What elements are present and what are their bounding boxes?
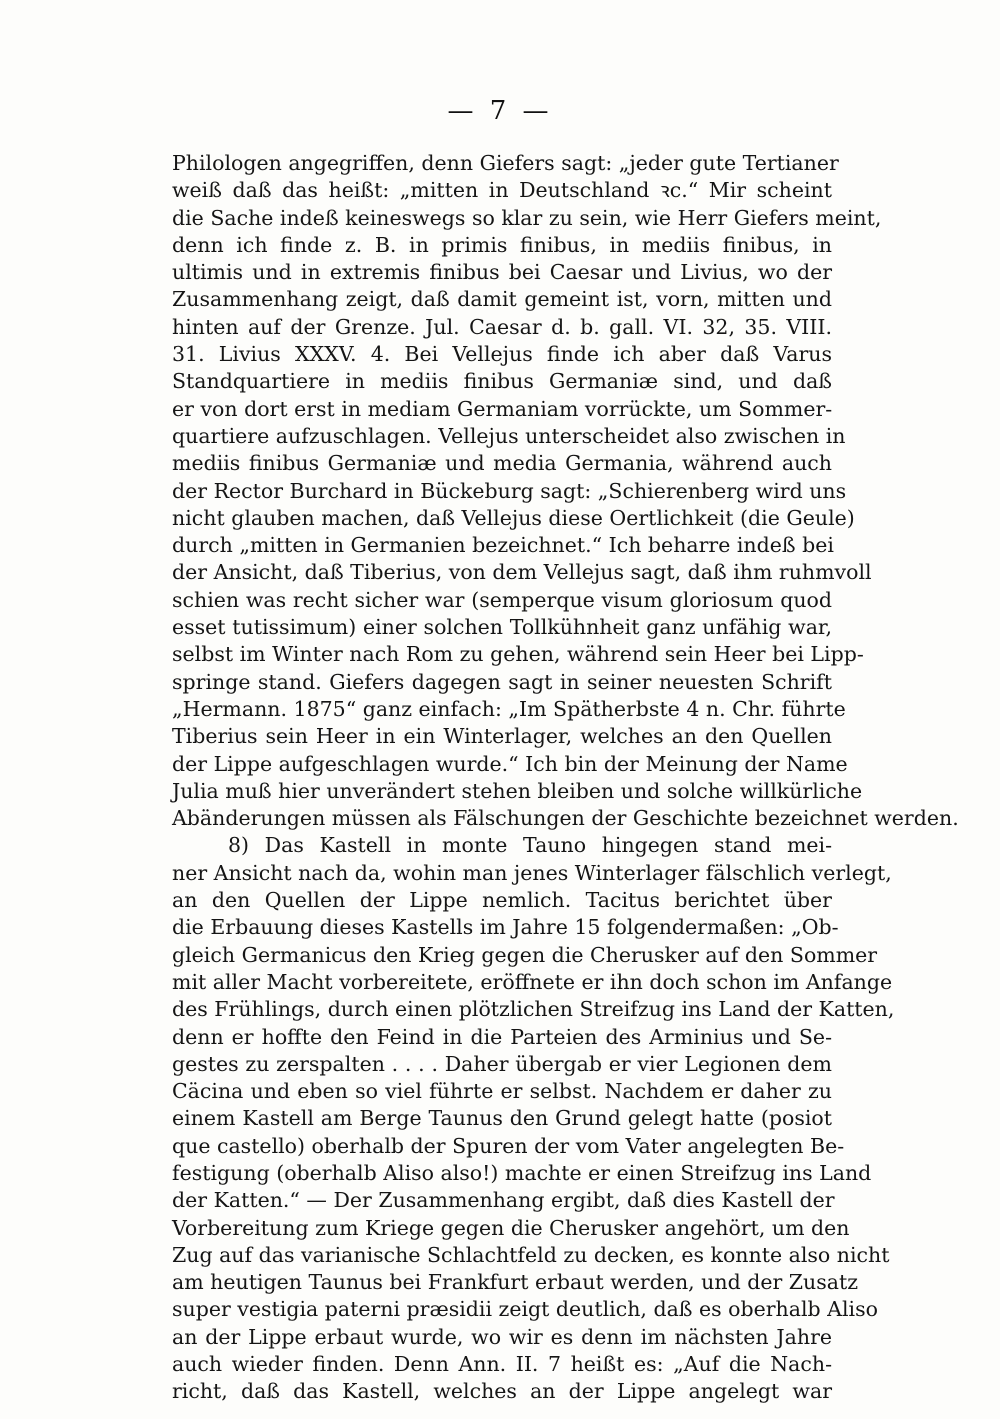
- text-line: denn er hoffte den Feind in die Parteien des Arminius und Se-: [172, 1024, 832, 1049]
- text-line: gestes zu zerspalten . . . . Daher übergab er vier Legionen dem: [172, 1051, 832, 1076]
- text-line: gleich Germanicus den Krieg gegen die Cherusker auf den Sommer: [172, 942, 878, 967]
- text-line: des Frühlings, durch einen plötzlichen Streifzug ins Land der Katten,: [172, 997, 895, 1022]
- text-line: selbst im Winter nach Rom zu gehen, während sein Heer bei Lipp-: [172, 642, 864, 667]
- text-line: „Hermann. 1875“ ganz einfach: „Im Spätherbste 4 n. Chr. führte: [172, 696, 846, 721]
- text-line: festigung (oberhalb Aliso also!) machte er einen Streifzug ins Land: [172, 1160, 872, 1185]
- text-line: Vorbereitung zum Kriege gegen die Cherusker angehört, um den: [172, 1215, 850, 1240]
- text-line: durch „mitten in Germanien bezeichnet.“ Ich beharre indeß bei: [172, 533, 834, 558]
- text-line: am heutigen Taunus bei Frankfurt erbaut werden, und der Zusatz: [172, 1270, 859, 1295]
- text-line: der Lippe aufgeschlagen wurde.“ Ich bin der Meinung der Name: [172, 751, 848, 776]
- text-line: an der Lippe erbaut wurde, wo wir es denn im nächsten Jahre: [172, 1324, 832, 1349]
- text-line: Philologen angegriffen, denn Giefers sagt: „jeder gute Tertianer: [172, 151, 839, 175]
- text-line: 31. Livius XXXV. 4. Bei Vellejus finde ich aber daß Varus: [172, 342, 832, 367]
- text-line: nicht glauben machen, daß Vellejus diese Oertlichkeit (die Geule): [172, 505, 855, 530]
- paragraph-start-line: 8) Das Kastell in monte Tauno hingegen stand mei-: [228, 833, 832, 858]
- text-line: ultimis und in extremis finibus bei Caesar und Livius, wo der: [172, 260, 832, 285]
- text-line: que castello) oberhalb der Spuren der vom Vater angelegten Be-: [172, 1133, 845, 1158]
- text-line: quartiere aufzuschlagen. Vellejus unterscheidet also zwischen in: [172, 423, 846, 448]
- text-line: mediis finibus Germaniæ und media Germania, während auch: [172, 451, 832, 476]
- text-line: Cäcina und eben so viel führte er selbst. Nachdem er daher zu: [172, 1079, 832, 1104]
- text-line: esset tutissimum) einer solchen Tollkühnheit ganz unfähig war,: [172, 615, 832, 640]
- text-line: denn ich finde z. B. in primis finibus, in mediis finibus, in: [172, 232, 832, 257]
- text-line: an den Quellen der Lippe nemlich. Tacitus berichtet über: [172, 888, 832, 913]
- text-line: Zug auf das varianische Schlachtfeld zu decken, es konnte also nicht: [172, 1242, 890, 1267]
- text-line: ner Ansicht nach da, wohin man jenes Winterlager fälschlich verlegt,: [172, 860, 892, 885]
- text-line: springe stand. Giefers dagegen sagt in seiner neuesten Schrift: [172, 669, 832, 694]
- text-line: einem Kastell am Berge Taunus den Grund gelegt hatte (posiot: [172, 1106, 832, 1131]
- text-line: Julia muß hier unverändert stehen bleiben und solche willkürliche: [172, 778, 863, 803]
- text-line: Tiberius sein Heer in ein Winterlager, welches an den Quellen: [172, 724, 832, 749]
- text-line: die Sache indeß keineswegs so klar zu sein, wie Herr Giefers meint,: [172, 205, 882, 230]
- text-line: auch wieder finden. Denn Ann. II. 7 heißt es: „Auf die Nach-: [172, 1352, 832, 1377]
- text-line: der Katten.“ — Der Zusammenhang ergibt, daß dies Kastell der: [172, 1188, 835, 1213]
- text-line: die Erbauung dieses Kastells im Jahre 15 folgendermaßen: „Ob-: [172, 915, 839, 940]
- text-line: Zusammenhang zeigt, daß damit gemeint ist, vorn, mitten und: [172, 287, 832, 312]
- text-line: er von dort erst in mediam Germaniam vorrückte, um Sommer-: [172, 396, 833, 421]
- text-line: hinten auf der Grenze. Jul. Caesar d. b. gall. VI. 32, 35. VIII.: [172, 314, 832, 339]
- text-line: Standquartiere in mediis finibus Germaniæ sind, und daß: [172, 369, 832, 394]
- paragraph-end-line: Abänderungen müssen als Fälschungen der Geschichte bezeichnet werden.: [172, 806, 959, 831]
- body-text: [172, 150, 959, 1406]
- text-line: der Ansicht, daß Tiberius, von dem Vellejus sagt, daß ihm ruhmvoll: [172, 560, 872, 585]
- text-line: weiß daß das heißt: „mitten in Deutschland ꝛc.“ Mir scheint: [172, 178, 832, 203]
- text-line: super vestigia paterni præsidii zeigt deutlich, daß es oberhalb Aliso: [172, 1297, 878, 1322]
- page-number: — 7 —: [447, 96, 553, 126]
- text-line: schien was recht sicher war (semperque visum gloriosum quod: [172, 587, 832, 612]
- text-line: richt, daß das Kastell, welches an der Lippe angelegt war: [172, 1379, 832, 1404]
- text-line: der Rector Burchard in Bückeburg sagt: „Schierenberg wird uns: [172, 478, 847, 503]
- text-line: mit aller Macht vorbereitete, eröffnete er ihn doch schon im Anfange: [172, 969, 893, 994]
